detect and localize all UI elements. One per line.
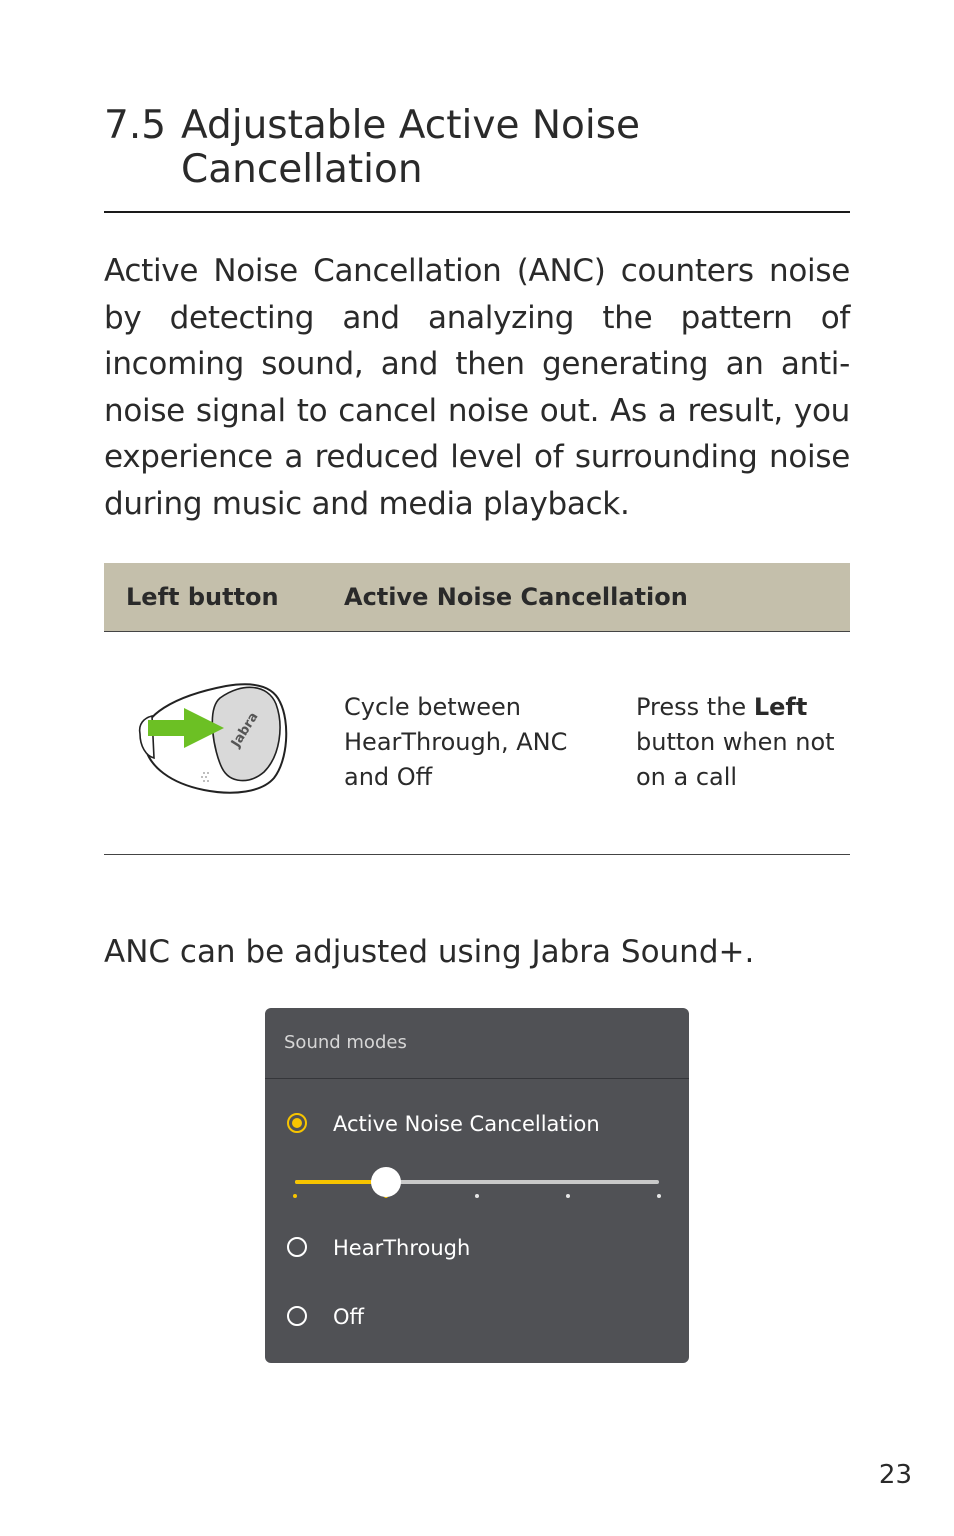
table-header-left-button: Left button: [126, 583, 279, 611]
left-label: Left: [753, 693, 808, 721]
anc-radio-selected-icon[interactable]: [287, 1113, 307, 1133]
table-header: [104, 563, 850, 632]
heading-divider: [104, 211, 850, 213]
off-radio-icon[interactable]: [287, 1306, 307, 1326]
slider-step-dot: [566, 1194, 570, 1198]
option-hearthrough[interactable]: [285, 1235, 675, 1265]
intro-paragraph: Active Noise Cancellation (ANC) counters noise by detecting and analyzing the pattern of incoming sound, and then generating an anti-noise signal to cancel noise out. As a result, you experience a reduced level of surrounding noise during music and media playback.: [104, 253, 850, 522]
option-hearthrough-label: HearThrough: [333, 1236, 471, 1260]
section-number: 7.5: [104, 103, 167, 148]
sound-modes-panel: [265, 1008, 689, 1363]
page-number: 23: [878, 1460, 912, 1490]
press-instruction-prefix: Press the: [636, 693, 754, 721]
jabra-logo-text: Jabra: [228, 709, 262, 751]
press-instruction-suffix: button when not on a call: [636, 728, 835, 791]
slider-step-dot: [293, 1194, 297, 1198]
sound-modes-title: Sound modes: [284, 1032, 407, 1053]
press-instruction: [636, 690, 836, 795]
table-bottom-divider: [104, 854, 850, 855]
anc-level-slider[interactable]: [295, 1173, 659, 1203]
anc-note: ANC can be adjusted using Jabra Sound+.: [104, 934, 755, 970]
option-off[interactable]: [285, 1304, 675, 1334]
earbud-illustration: [134, 678, 290, 796]
slider-step-dot: [657, 1194, 661, 1198]
slider-step-dot: [475, 1194, 479, 1198]
option-off-label: Off: [333, 1305, 364, 1329]
cycle-description: Cycle between HearThrough, ANC and Off: [344, 693, 568, 791]
option-anc-label: Active Noise Cancellation: [333, 1112, 600, 1136]
hearthrough-radio-icon[interactable]: [287, 1237, 307, 1257]
slider-thumb[interactable]: [371, 1167, 401, 1197]
section-title: Adjustable Active Noise Cancellation: [181, 103, 641, 192]
table-header-anc: Active Noise Cancellation: [344, 583, 688, 611]
option-anc[interactable]: [285, 1111, 675, 1141]
sound-modes-header: [265, 1008, 689, 1079]
